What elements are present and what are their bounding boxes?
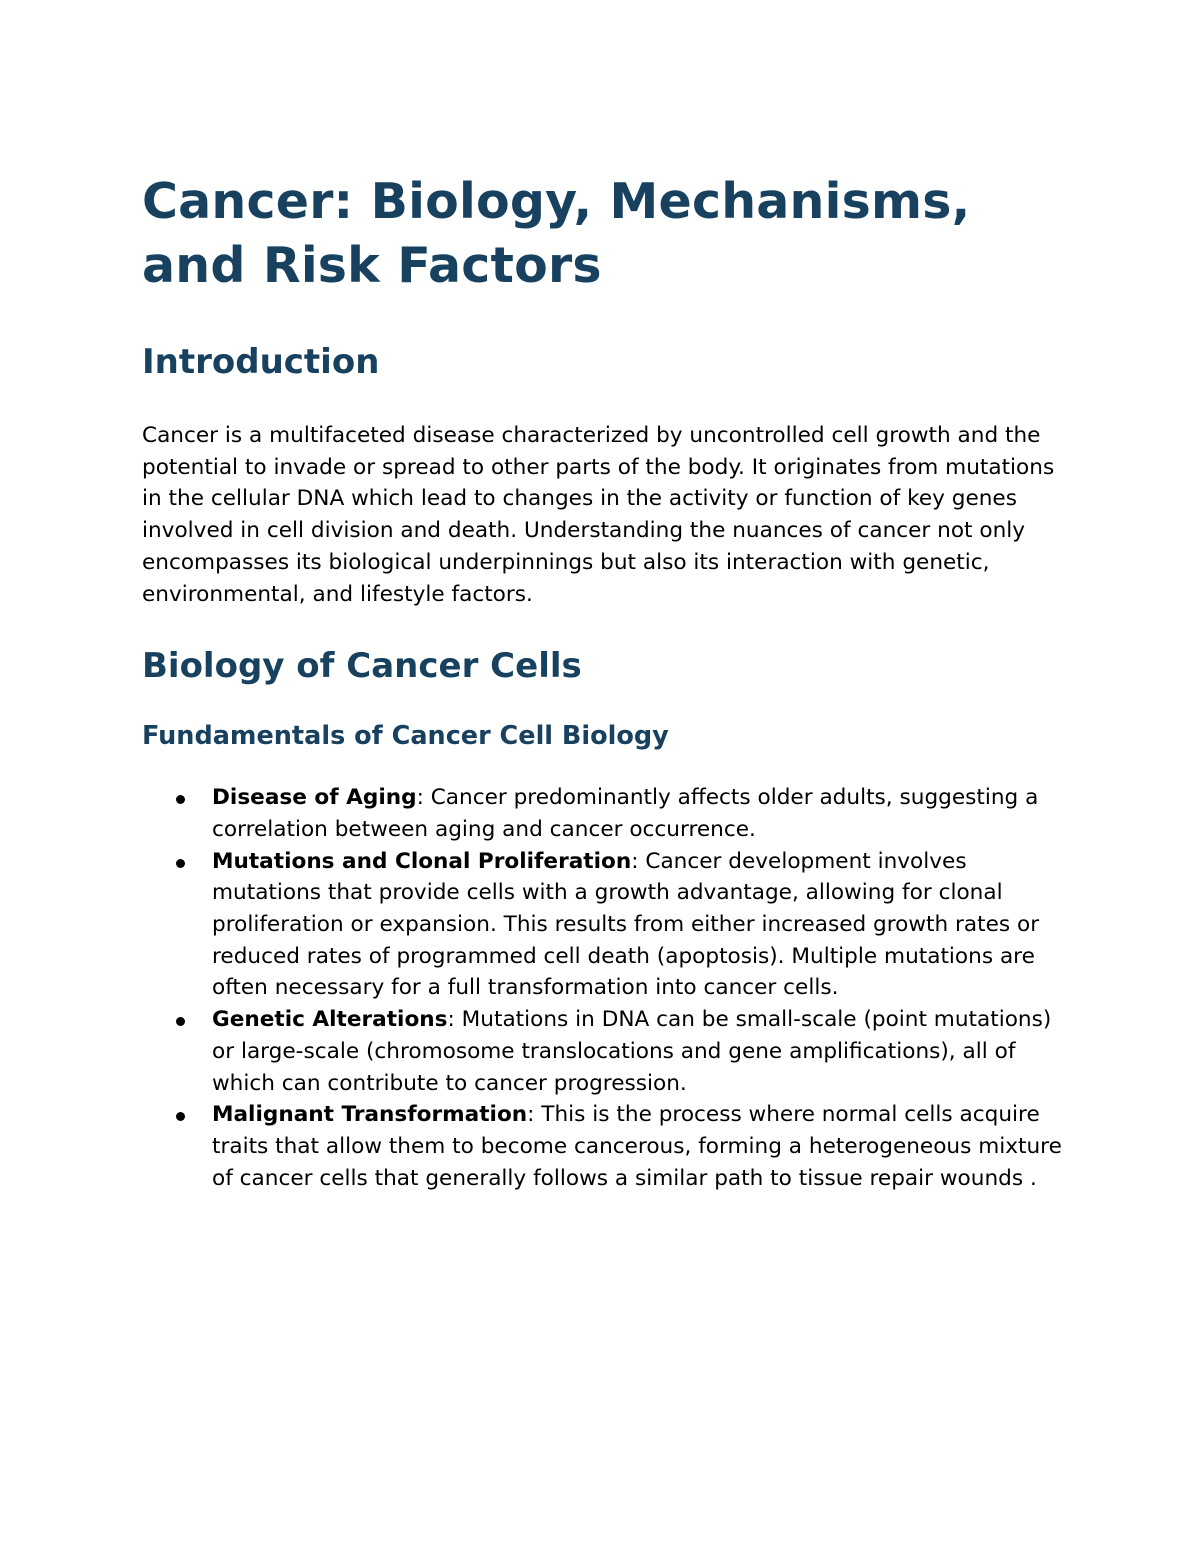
list-item xyxy=(142,1099,1062,1194)
list-item xyxy=(142,846,1062,1005)
bullet-term: Genetic Alterations xyxy=(212,1007,448,1033)
bullet-text: : Cancer predominantly affects older adults, suggesting a correlation between aging and cancer occurrence. xyxy=(212,785,1039,842)
list-item xyxy=(142,782,1062,845)
bullet-term: Mutations and Clonal Proliferation xyxy=(212,848,632,874)
bullet-term: Malignant Transformation xyxy=(212,1102,528,1128)
list-item xyxy=(142,1004,1062,1099)
bullet-dot-icon xyxy=(176,795,185,804)
bullet-text: : Mutations in DNA can be small-scale (point mutations) or large-scale (chromosome translocations and gene amplifications), all of which can contribute to cancer progression. xyxy=(212,1007,1052,1096)
bullet-dot-icon xyxy=(176,859,185,868)
bullet-dot-icon xyxy=(176,1112,185,1121)
document-page xyxy=(142,170,1062,1194)
introduction-heading: Introduction xyxy=(142,342,380,382)
bullet-text: : Cancer development involves mutations that provide cells with a growth advantage, allowing for clonal proliferation or expansion. This results from either increased growth rates or reduced rates of programmed cell death (apoptosis). Multiple mutations are often necessary for a full transformation into cancer cells. xyxy=(212,848,1040,1001)
fundamentals-subheading: Fundamentals of Cancer Cell Biology xyxy=(142,721,669,752)
introduction-paragraph: Cancer is a multifaceted disease characterized by uncontrolled cell growth and the potential to invade or spread to other parts of the body. It originates from mutations in the cellular DNA which lead to changes in the activity or function of key genes involved in cell division and death. Understanding the nuances of cancer not only encompasses its biological underpinnings but also its interaction with genetic, environmental, and lifestyle factors. xyxy=(142,423,1055,607)
bullet-dot-icon xyxy=(176,1017,185,1026)
bullet-text: : This is the process where normal cells acquire traits that allow them to become cancerous, forming a heterogeneous mixture of cancer cells that generally follows a similar path to tissue repair wounds . xyxy=(212,1102,1062,1191)
fundamentals-bullet-list xyxy=(142,782,1062,1194)
document-title: Cancer: Biology, Mechanisms, and Risk Factors xyxy=(142,173,971,294)
biology-heading: Biology of Cancer Cells xyxy=(142,646,582,687)
bullet-term: Disease of Aging xyxy=(212,785,417,811)
